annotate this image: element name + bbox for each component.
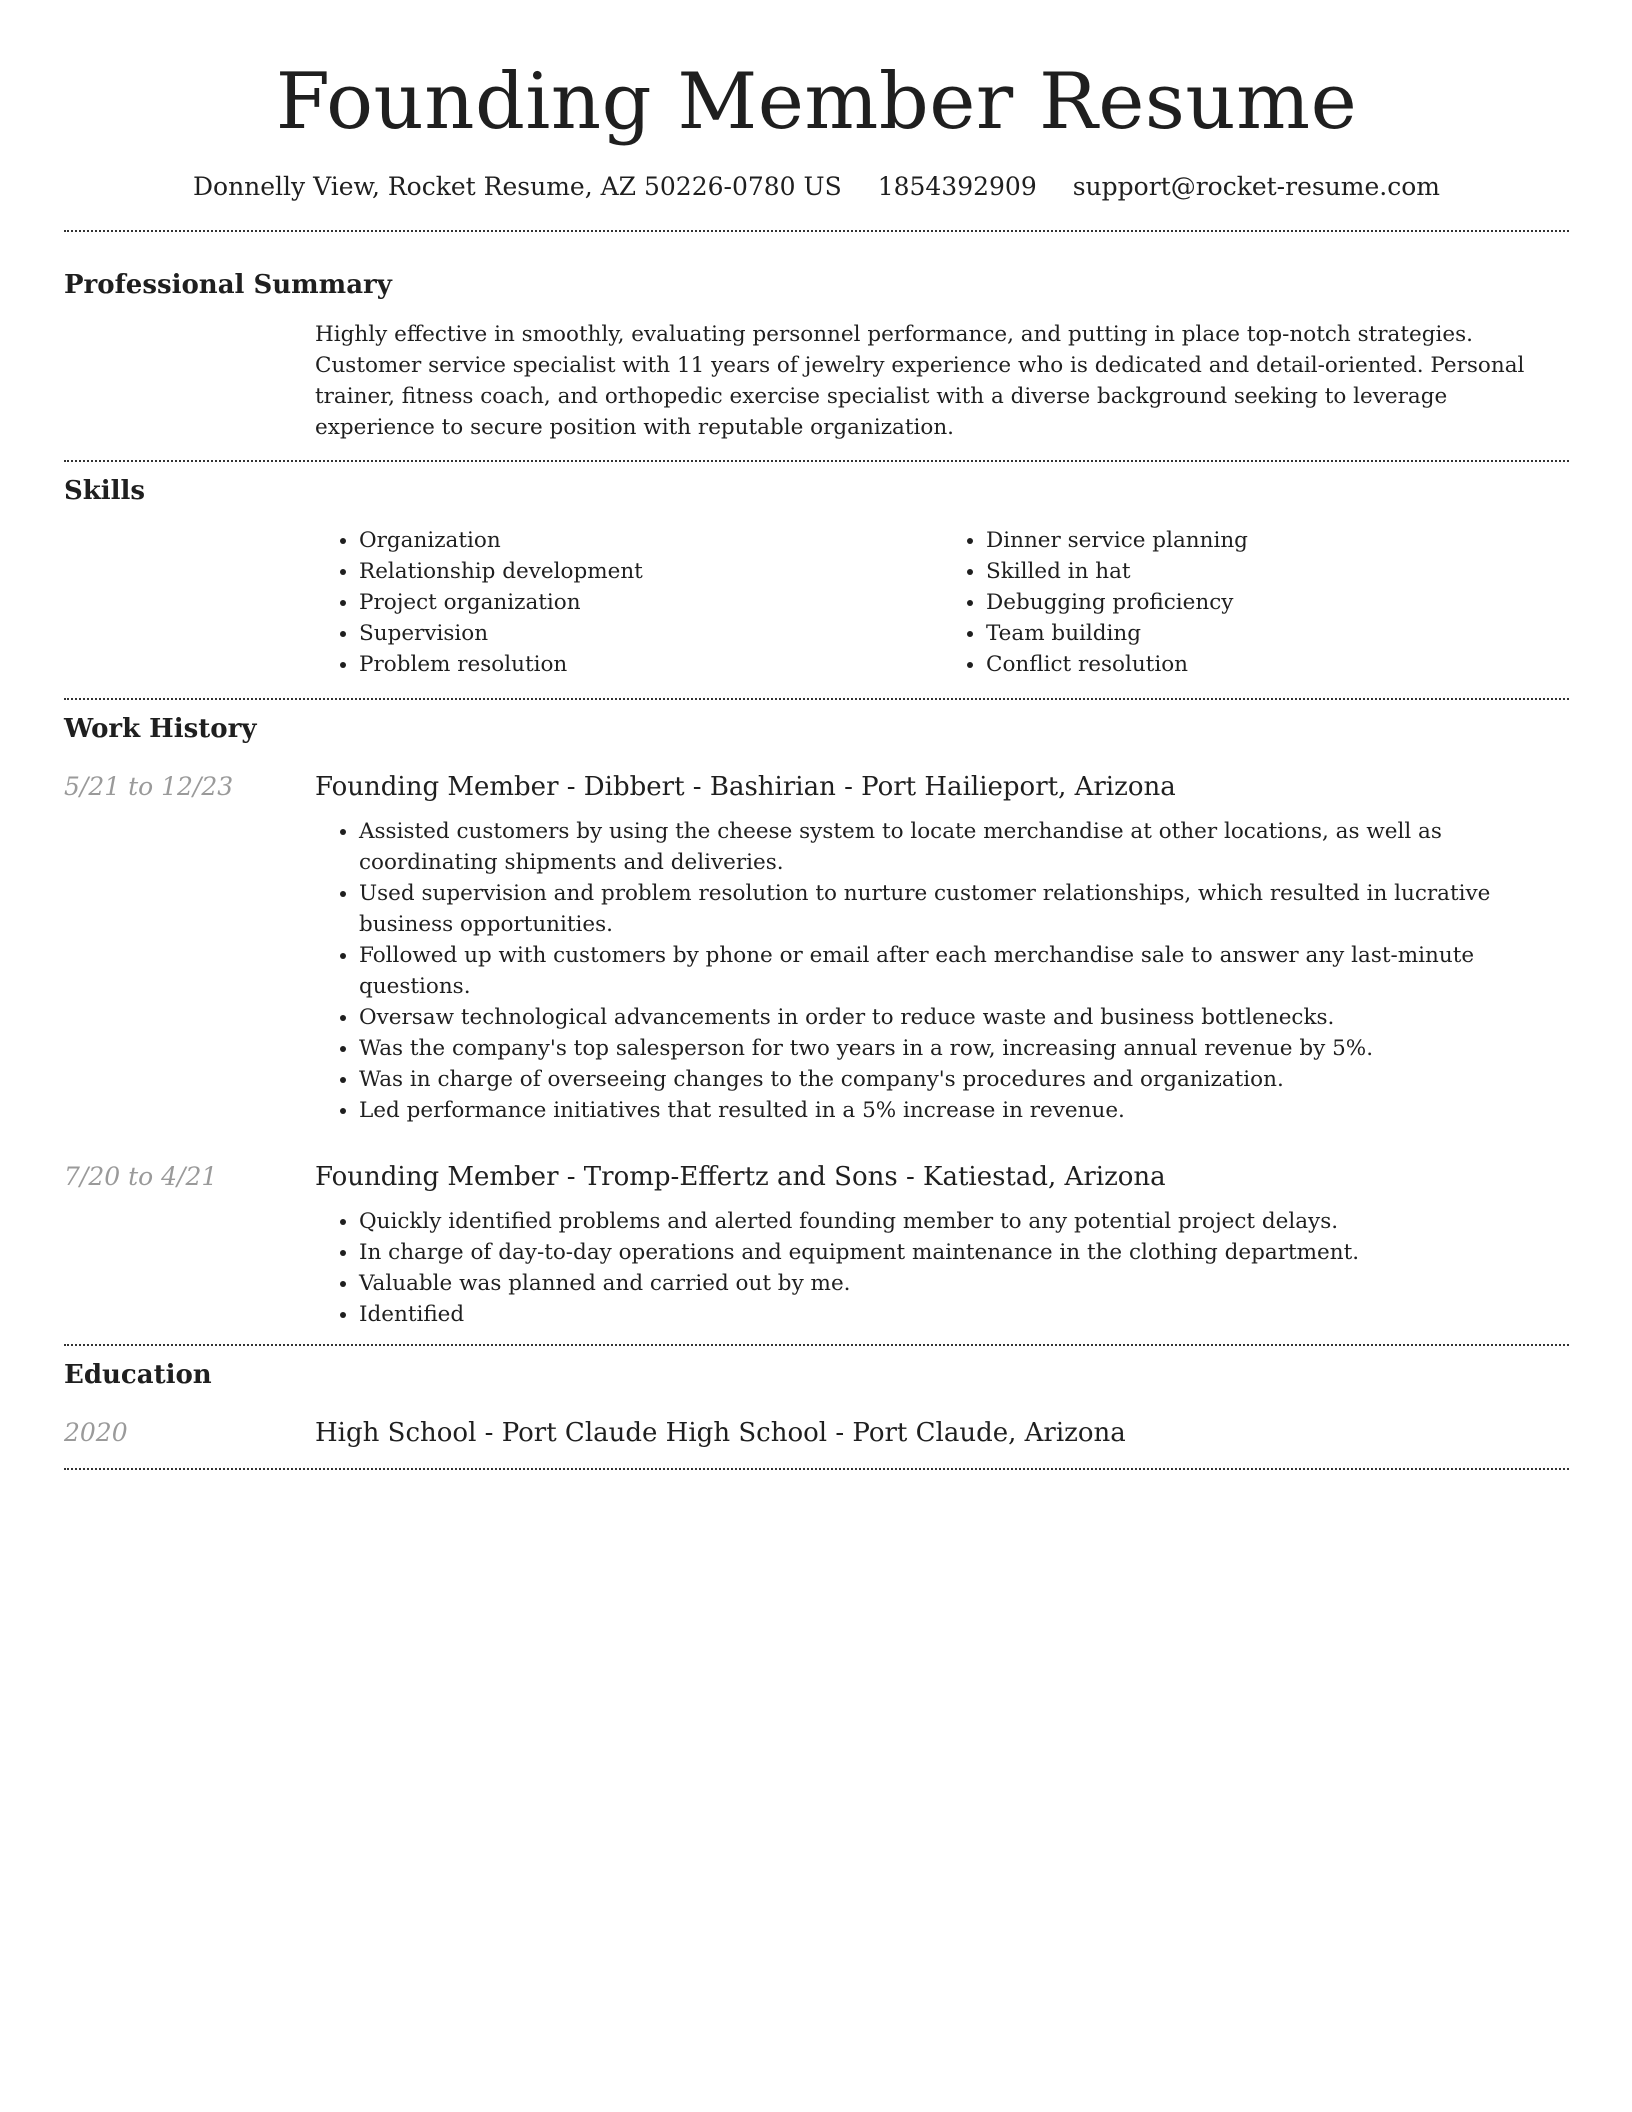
job-bullet: • Followed up with customers by phone or email after each merchandise sale to answer any last-minute questions. — [359, 940, 1569, 1002]
job-title: Founding Member - Tromp-Effertz and Sons - Katiestad, Arizona — [315, 1162, 1166, 1192]
divider — [64, 460, 1569, 462]
skills-list-left — [315, 525, 942, 680]
skill-item: • Organization — [359, 525, 942, 556]
skill-item: • Team building — [986, 618, 1569, 649]
divider — [64, 698, 1569, 700]
skill-item: • Dinner service planning — [986, 525, 1569, 556]
job-bullet: • Quickly identified problems and alerted founding member to any potential project delays. — [359, 1206, 1569, 1237]
education-details — [315, 1416, 1569, 1450]
job-dates: 7/20 to 4/21 — [64, 1162, 218, 1191]
job-bullet: • Led performance initiatives that resulted in a 5% increase in revenue. — [359, 1095, 1569, 1126]
job-bullet: • Used supervision and problem resolution to nurture customer relationships, which resulted in lucrative business opportunities. — [359, 878, 1569, 940]
job-bullets — [315, 1206, 1569, 1330]
education-entry — [64, 1416, 1569, 1450]
summary-section — [64, 268, 1569, 443]
job-bullet: • Oversaw technological advancements in order to reduce waste and business bottlenecks. — [359, 1002, 1569, 1033]
job-entry — [64, 770, 1569, 1126]
job-title: Founding Member - Dibbert - Bashirian - Port Hailieport, Arizona — [315, 772, 1176, 802]
job-bullet: • Assisted customers by using the cheese system to locate merchandise at other locations, as well as coordinating shipments and deliveries. — [359, 816, 1569, 878]
skill-item: • Debugging proficiency — [986, 587, 1569, 618]
job-bullet: • Was in charge of overseeing changes to the company's procedures and organization. — [359, 1064, 1569, 1095]
skills-list-right — [942, 525, 1569, 680]
education-date: 2020 — [64, 1418, 128, 1447]
divider — [64, 230, 1569, 232]
job-details — [315, 1160, 1569, 1330]
summary-text: Highly effective in smoothly, evaluating personnel performance, and putting in place top-notch strategies. Customer service specialist with 11 years of jewelry experience who is dedicated and detail-oriented. Personal trainer, fitness coach, and orthopedic exercise specialist with a diverse background seeking to leverage experience to secure position with reputable organization. — [315, 322, 1525, 440]
divider — [64, 1468, 1569, 1470]
skill-item: • Problem resolution — [359, 649, 942, 680]
resume-title: Founding Member Resume — [275, 57, 1358, 147]
job-details — [315, 770, 1569, 1126]
job-bullet: • Was the company's top salesperson for two years in a row, increasing annual revenue by 5%. — [359, 1033, 1569, 1064]
resume-page — [64, 0, 1569, 1470]
skills-columns — [315, 525, 1569, 680]
job-bullet: • In charge of day-to-day operations and equipment maintenance in the clothing department. — [359, 1237, 1569, 1268]
contact-email: support@rocket-resume.com — [1072, 172, 1441, 201]
skill-item: • Project organization — [359, 587, 942, 618]
skill-item: • Conflict resolution — [986, 649, 1569, 680]
summary-heading: Professional Summary — [64, 270, 392, 300]
job-entry — [64, 1160, 1569, 1330]
skill-item: • Supervision — [359, 618, 942, 649]
summary-body — [315, 319, 1569, 443]
education-section — [64, 1358, 1569, 1450]
education-heading: Education — [64, 1360, 212, 1390]
job-dates: 5/21 to 12/23 — [64, 772, 234, 801]
skill-item: • Skilled in hat — [986, 556, 1569, 587]
contact-phone: 1854392909 — [877, 172, 1037, 201]
job-bullets — [315, 816, 1569, 1126]
education-title: High School - Port Claude High School - Port Claude, Arizona — [315, 1418, 1126, 1448]
divider — [64, 1344, 1569, 1346]
work-heading: Work History — [64, 714, 257, 744]
skill-item: • Relationship development — [359, 556, 942, 587]
job-bullet: • Identified — [359, 1299, 1569, 1330]
contact-line — [64, 170, 1569, 204]
job-bullet: • Valuable was planned and carried out by me. — [359, 1268, 1569, 1299]
skills-heading: Skills — [64, 476, 146, 506]
work-section — [64, 712, 1569, 1330]
skills-section — [64, 474, 1569, 680]
contact-address: Donnelly View, Rocket Resume, AZ 50226-0780 US — [192, 172, 842, 201]
